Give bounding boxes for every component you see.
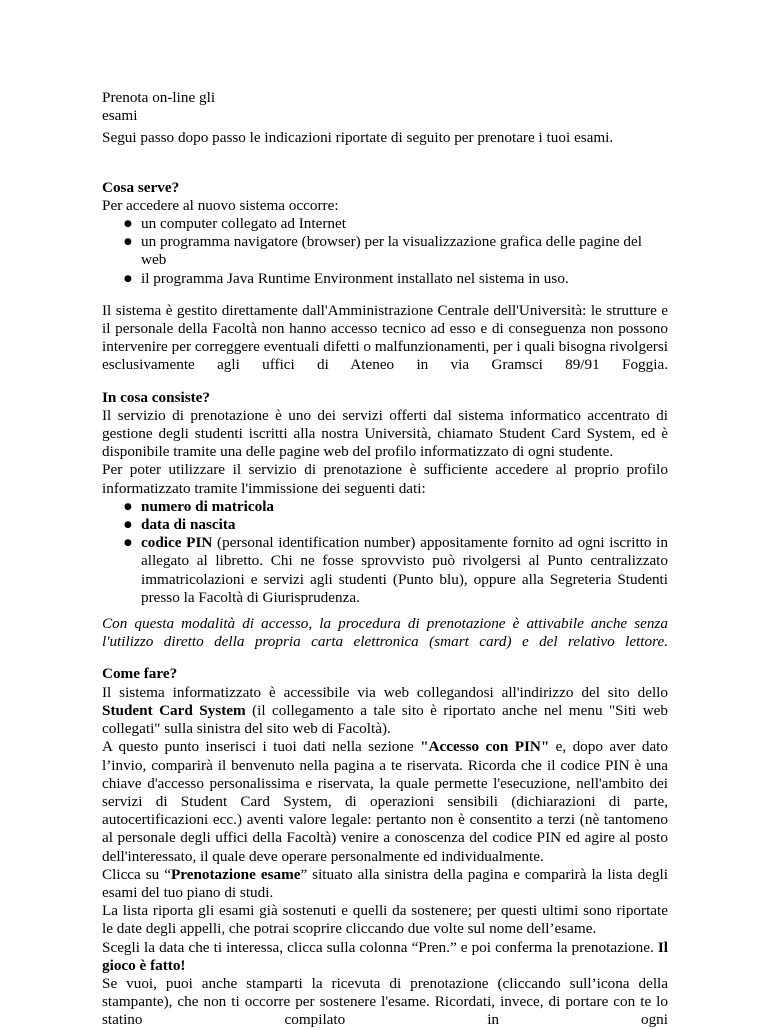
bullet-icon: ● [124,538,132,549]
bullet-icon: ● [124,273,132,284]
login-data-list [102,498,668,607]
page-title [102,89,668,125]
list-item: ● un programma navigatore (browser) per la visualizzazione grafica delle pagine del web [124,233,642,269]
title-line-2: esami [102,107,138,125]
list-item: ● data di nascita [124,516,236,534]
list-item: ● un computer collegato ad Internet [124,215,346,233]
paragraph: Scegli la data che ti interessa, clicca sulla colonna “Pren.” e poi conferma la prenotazione. Il gioco è fatto! [102,938,668,974]
paragraph: La lista riporta gli esami già sostenuti e quelli da sostenere; per questi ultimi sono riportate le date degli appelli, che potrai scoprire cliccando due volte sul nome dell’esame. [102,902,668,938]
document-page [102,89,668,1030]
italic-note: Con questa modalità di accesso, la procedura di prenotazione è attivabile anche senza l'utilizzo diretto della propria carta elettronica (smart card) e del relativo lettore. [102,615,668,651]
paragraph: Clicca su “Prenotazione esame” situato alla sinistra della pagina e comparirà la lista degli esami del tuo piano di studi. [102,865,668,901]
bullet-icon: ● [124,501,132,512]
section-heading-in-cosa-consiste: In cosa consiste? [102,388,211,406]
section-lead: Per accedere al nuovo sistema occorre: [102,196,339,214]
section-heading-come-fare: Come fare? [102,665,178,683]
bullet-icon: ● [124,219,132,230]
paragraph: Il sistema è gestito direttamente dall'Amministrazione Centrale dell'Università: le strutture e il personale della Facoltà non hanno accesso tecnico ad esso e di conseguenza non possono intervenire per correggere eventuali difetti o malfunzionamenti, per i quali bisogna rivolgersi esclusivamente agli uffici di Ateneo in via Gramsci 89/91 Foggia. [102,301,668,374]
intro-text: Segui passo dopo passo le indicazioni riportate di seguito per prenotare i tuoi esami. [102,129,614,147]
paragraph: Il servizio di prenotazione è uno dei servizi offerti dal sistema informatico accentrato di gestione degli studenti iscritti alla nostra Università, chiamato Student Card System, ed è disponibile tramite una delle pagine web del profilo informatizzato di ogni studente. [102,406,668,461]
bullet-icon: ● [124,520,132,531]
list-item: ● numero di matricola [124,497,275,515]
title-line-1: Prenota on-line gli [102,89,216,106]
requirements-list [102,215,668,288]
paragraph: Per poter utilizzare il servizio di prenotazione è sufficiente accedere al proprio profilo informatizzato tramite l'immissione dei seguenti dati: [102,461,668,497]
paragraph: A questo punto inserisci i tuoi dati nella sezione "Accesso con PIN" e, dopo aver dato l’invio, comparirà il benvenuto nella pagina a te riservata. Ricorda che il codice PIN è una chiave d'accesso personalissima e riservata, la quale permette l'esecuzione, nell'ambito dei servizi di Student Card System, di operazioni sensibili (dichiarazioni di parte, autocertificazioni ecc.) aventi valore legale: pertanto non è consentito a terzi (nè tantomeno al personale degli uffici della Facoltà) venire a conoscenza del codice PIN ed agire al posto dell'interessato, il quale deve operare personalmente ed individualmente. [102,738,669,865]
paragraph: Se vuoi, puoi anche stamparti la ricevuta di prenotazione (cliccando sull’icona della stampante), che non ti occorre per sostenere l'esame. Ricordati, invece, di portare con te lo statino compilato in ogni [102,974,668,1029]
list-item: ● il programma Java Runtime Environment installato nel sistema in uso. [124,269,569,287]
section-heading-cosa-serve: Cosa serve? [102,178,180,196]
paragraph: Il sistema informatizzato è accessibile via web collegandosi all'indirizzo del sito dello Student Card System (il collegamento a tale sito è riportato anche nel menu "Siti web collegati" sulla sinistra del sito web di Facoltà). [102,683,668,738]
student-card-system-text: Student Card System [102,701,246,719]
list-item: ● codice PIN (personal identification number) appositamente fornito ad ogni iscritto in allegato al libretto. Chi ne fosse sprovvisto può rivolgersi al Punto centralizzato immatricolazioni e servizi agli studenti (Punto blu), oppure alla Segreteria Studenti presso la Facoltà di Giurisprudenza. [124,534,668,606]
bullet-icon: ● [124,237,132,248]
